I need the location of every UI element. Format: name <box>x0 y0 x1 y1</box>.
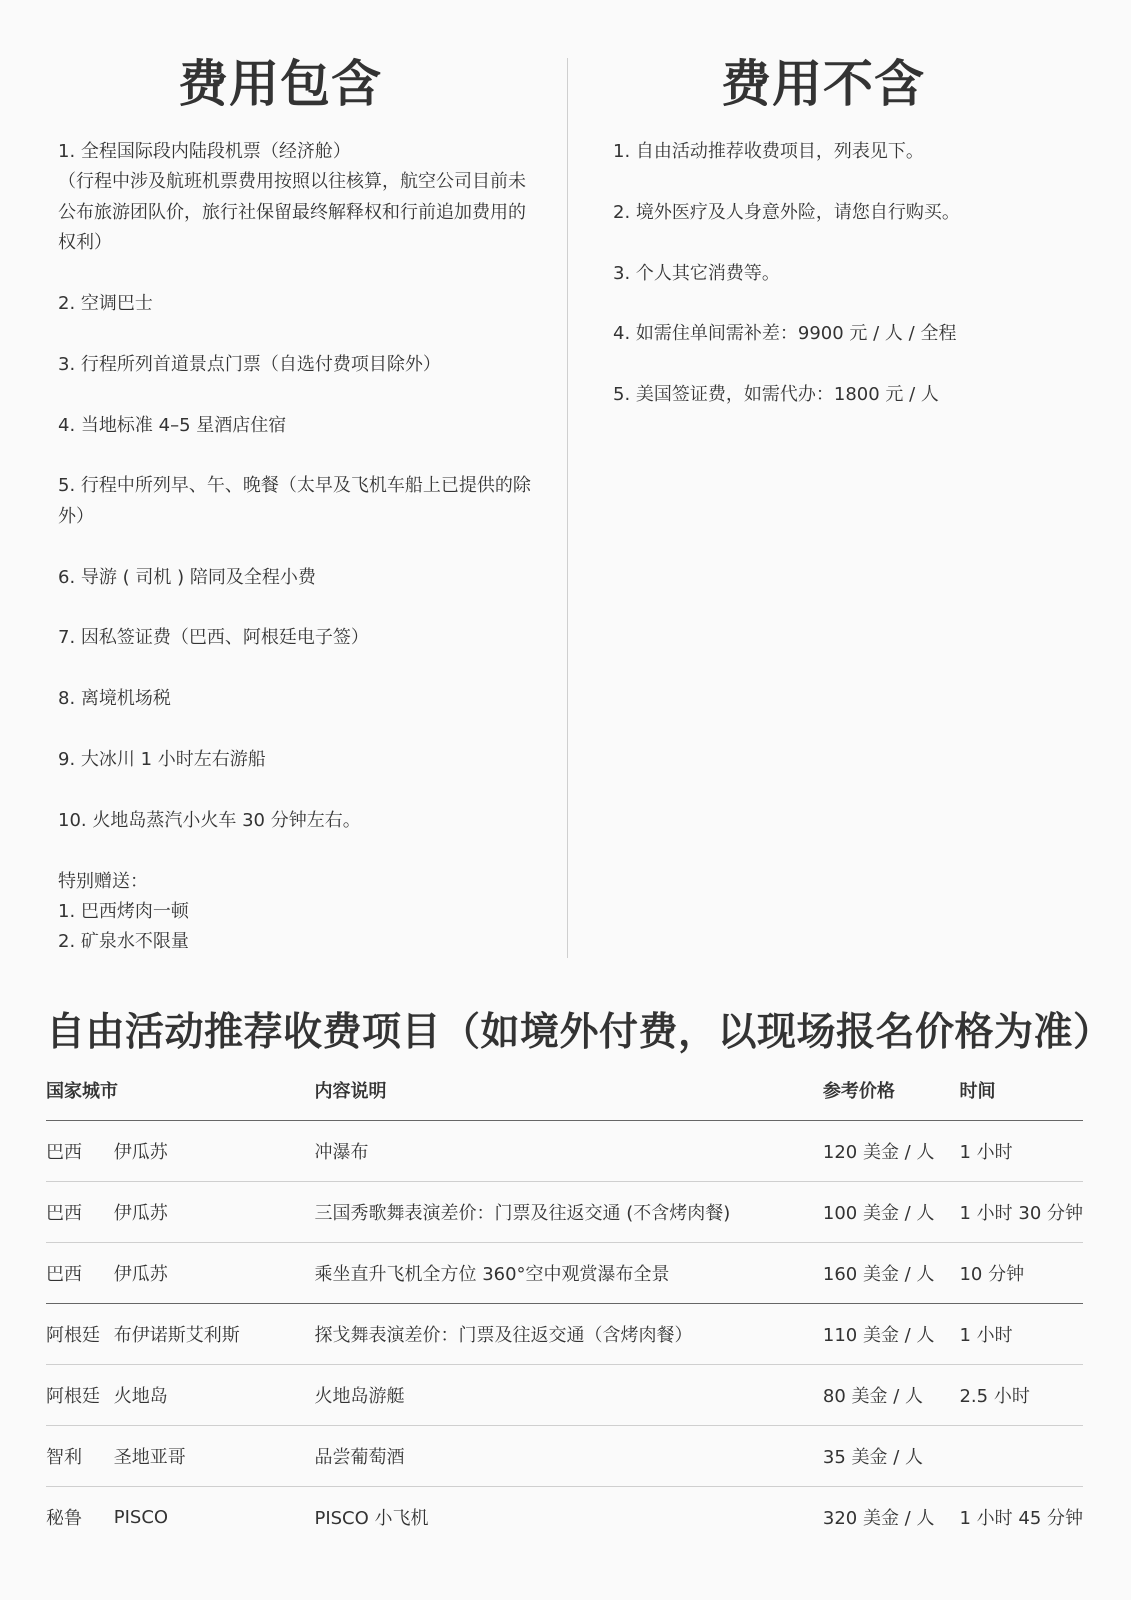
table-row <box>46 1121 1083 1182</box>
included-item: 10. 火地岛蒸汽小火车 30 分钟左右。 <box>58 809 361 831</box>
optional-activities-table <box>46 1060 1083 1547</box>
cell-desc: 乘坐直升飞机全方位 360°空中观赏瀑布全景 <box>314 1264 670 1285</box>
cell-price: 120 美金 / 人 <box>822 1142 935 1163</box>
gift-item: 2. 矿泉水不限量 <box>58 931 189 953</box>
cell-country: 阿根廷 <box>46 1325 100 1346</box>
included-item: 9. 大冰川 1 小时左右游船 <box>58 749 266 770</box>
cell-country: 阿根廷 <box>46 1386 100 1407</box>
cell-desc: 火地岛游艇 <box>314 1386 405 1407</box>
header-time: 时间 <box>959 1081 996 1102</box>
cell-price: 110 美金 / 人 <box>822 1325 935 1346</box>
cell-desc: 探戈舞表演差价：门票及往返交通（含烤肉餐） <box>314 1325 693 1346</box>
header-price: 参考价格 <box>822 1081 895 1102</box>
cell-country: 智利 <box>46 1447 82 1468</box>
included-list <box>58 137 538 958</box>
cell-price: 100 美金 / 人 <box>822 1203 935 1224</box>
included-item: 7. 因私签证费（巴西、阿根廷电子签） <box>58 627 369 649</box>
included-item: 8. 离境机场税 <box>58 688 171 710</box>
table-header-row <box>46 1060 1083 1121</box>
excluded-list <box>613 137 1083 441</box>
included-item: 3. 行程所列首道景点门票（自选付费项目除外） <box>58 353 441 375</box>
table-row <box>46 1426 1083 1487</box>
included-title: 费用包含 <box>178 55 382 113</box>
table-row <box>46 1304 1083 1365</box>
cell-time <box>959 1426 1083 1487</box>
cell-city: 布伊诺斯艾利斯 <box>113 1325 240 1346</box>
excluded-item: 1. 自由活动推荐收费项目，列表见下。 <box>613 141 924 162</box>
included-item: 5. 行程中所列早、午、晚餐（太早及飞机车船上已提供的除外） <box>58 475 531 527</box>
cell-desc: 冲瀑布 <box>314 1142 369 1163</box>
cell-city: 伊瓜苏 <box>113 1142 168 1163</box>
table-row <box>46 1487 1083 1548</box>
optional-activities-title: 自由活动推荐收费项目（如境外付费，以现场报名价格为准） <box>46 1010 1113 1055</box>
table-row <box>46 1182 1083 1243</box>
included-item: 6. 导游 ( 司机 ) 陪同及全程小费 <box>58 566 316 588</box>
excluded-item: 4. 如需住单间需补差：9900 元 / 人 / 全程 <box>613 323 957 345</box>
header-desc: 内容说明 <box>314 1081 387 1102</box>
cell-city: 圣地亚哥 <box>113 1447 186 1468</box>
cell-country: 巴西 <box>46 1142 82 1163</box>
included-item: 4. 当地标准 4–5 星酒店住宿 <box>58 414 287 436</box>
excluded-item: 3. 个人其它消费等。 <box>613 262 780 284</box>
cell-city: 伊瓜苏 <box>113 1203 168 1224</box>
cell-time: 1 小时 <box>959 1142 1013 1163</box>
cell-desc: PISCO 小飞机 <box>314 1508 429 1529</box>
gift-item: 1. 巴西烤肉一顿 <box>58 901 189 922</box>
cell-price: 80 美金 / 人 <box>822 1386 924 1407</box>
cell-country: 秘鲁 <box>46 1508 82 1529</box>
cell-time: 1 小时 30 分钟 <box>959 1203 1083 1224</box>
excluded-title: 费用不含 <box>721 55 925 113</box>
cell-country: 巴西 <box>46 1203 82 1224</box>
cell-desc: 三国秀歌舞表演差价：门票及往返交通 (不含烤肉餐) <box>314 1203 731 1224</box>
header-location: 国家城市 <box>46 1081 118 1102</box>
cell-desc: 品尝葡萄酒 <box>314 1447 405 1468</box>
excluded-item: 5. 美国签证费，如需代办：1800 元 / 人 <box>613 384 939 406</box>
cell-time: 2.5 小时 <box>959 1386 1030 1407</box>
table-row <box>46 1243 1083 1304</box>
gift-title: 特别赠送： <box>58 870 148 892</box>
cell-price: 35 美金 / 人 <box>822 1447 924 1468</box>
cell-time: 1 小时 <box>959 1325 1013 1346</box>
cell-city: PISCO <box>113 1506 169 1528</box>
cell-time: 1 小时 45 分钟 <box>959 1508 1083 1529</box>
column-divider <box>567 58 568 958</box>
cell-price: 160 美金 / 人 <box>822 1264 935 1285</box>
cell-price: 320 美金 / 人 <box>822 1508 935 1529</box>
excluded-item: 2. 境外医疗及人身意外险，请您自行购买。 <box>613 201 960 223</box>
table-row <box>46 1365 1083 1426</box>
cell-country: 巴西 <box>46 1264 82 1285</box>
cell-city: 伊瓜苏 <box>113 1264 168 1285</box>
included-item: 1. 全程国际段内陆段机票（经济舱） （行程中涉及航班机票费用按照以往核算，航空公司目前未公布旅游团队价，旅行社保留最终解释权和行前追加费用的权利） <box>58 141 526 254</box>
cell-time: 10 分钟 <box>959 1264 1025 1285</box>
included-item: 2. 空调巴士 <box>58 293 153 315</box>
cell-city: 火地岛 <box>113 1386 168 1407</box>
